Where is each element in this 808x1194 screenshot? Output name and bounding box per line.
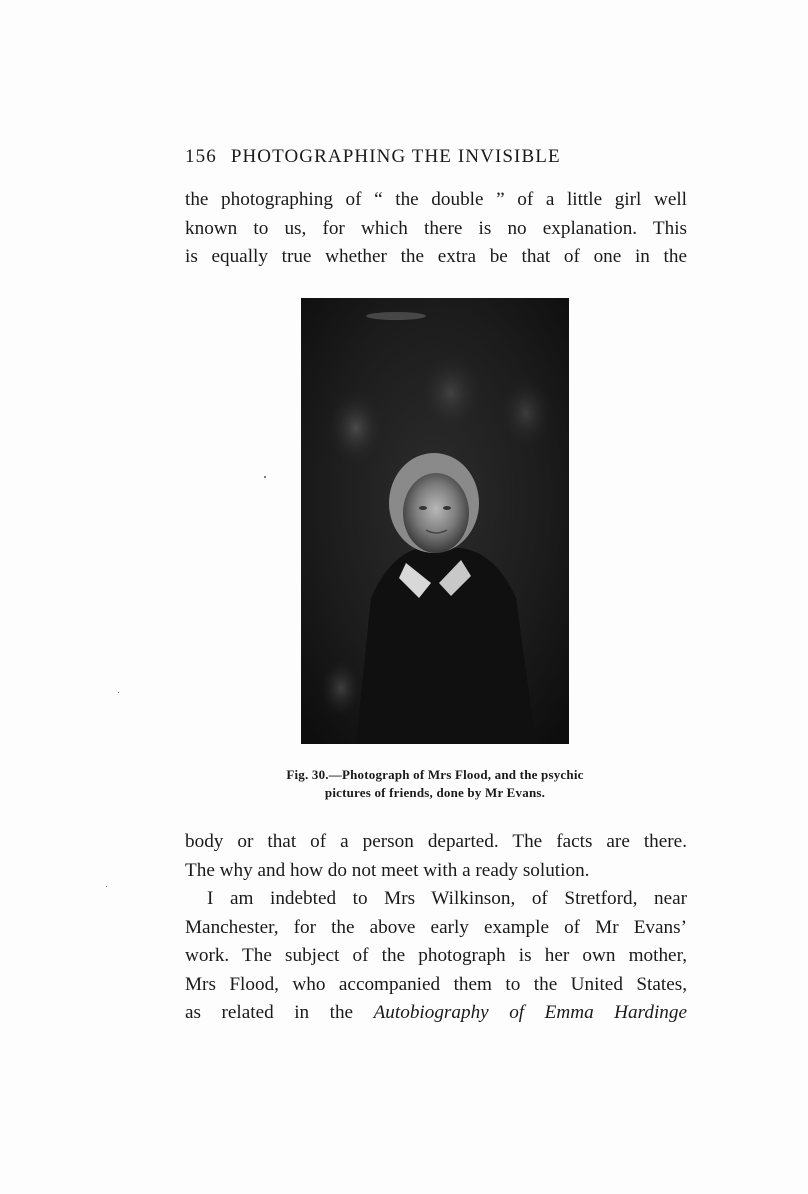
figure-caption [240, 766, 630, 802]
print-speck [118, 692, 119, 693]
text-line: The why and how do not meet with a ready solution. [185, 859, 590, 881]
text-line: Manchester, for the above early example of Mr Evans’ [185, 916, 687, 938]
book-title-italic: Autobiography of Emma Hardinge [373, 1002, 687, 1023]
running-title: PHOTOGRAPHING THE INVISIBLE [230, 146, 561, 167]
text-fragment: as related in the [185, 1002, 374, 1023]
spirit-photograph-image [301, 298, 569, 744]
text-line-last [185, 999, 687, 1028]
caption-line-2: pictures of friends, done by Mr Evans. [324, 785, 546, 800]
text-line: I am indebted to Mrs Wilkinson, of Stretford, near [207, 888, 687, 909]
paragraph-continued [185, 186, 687, 272]
photograph-figure [301, 298, 569, 744]
print-speck [106, 886, 107, 887]
text-line: body or that of a person departed. The facts are there. [185, 831, 687, 852]
text-line: work. The subject of the photograph is her own mother, [185, 945, 687, 966]
ghost-face-left [328, 390, 384, 466]
ghost-face-top [419, 353, 483, 433]
caption-line-1: Fig. 30.—Photograph of Mrs Flood, and the psychic [286, 767, 584, 782]
running-header [185, 146, 637, 172]
print-speck [264, 476, 266, 478]
sitter-face [403, 473, 469, 553]
paragraph-body [185, 828, 687, 1028]
page-number: 156 [185, 146, 217, 167]
text-line: the photographing of “ the double ” of a little girl well [185, 189, 687, 210]
text-line: known to us, for which there is no explanation. This [185, 217, 687, 239]
text-line: is equally true whether the extra be that of one in the [185, 246, 687, 267]
text-line: Mrs Flood, who accompanied them to the United States, [185, 973, 687, 995]
